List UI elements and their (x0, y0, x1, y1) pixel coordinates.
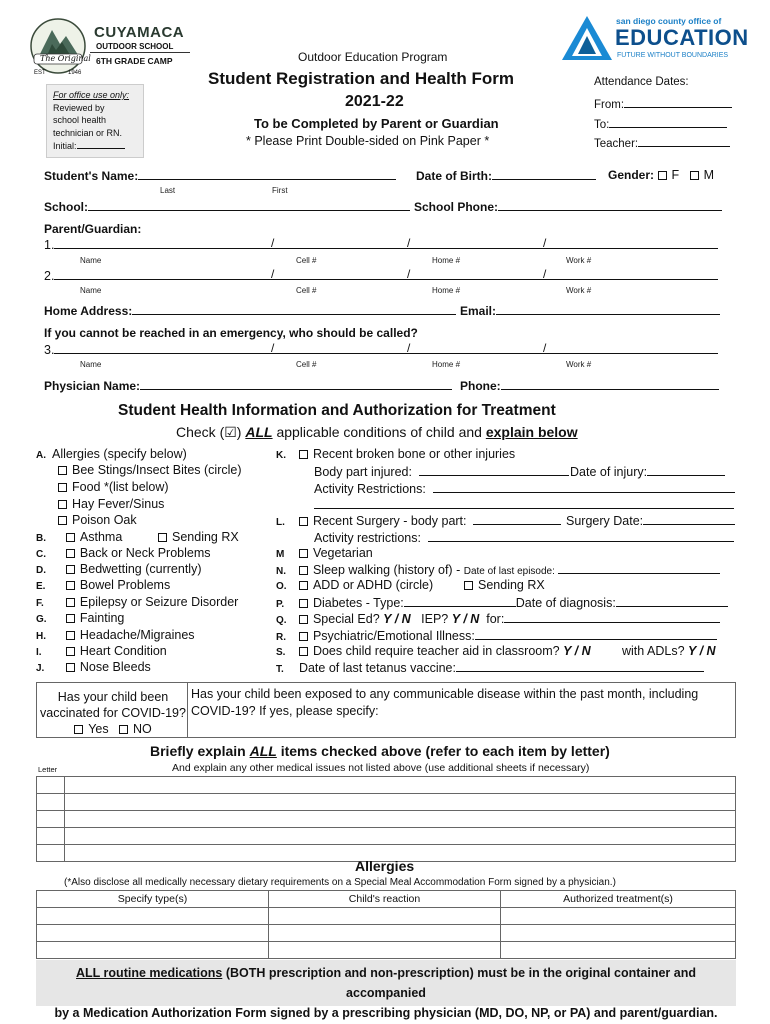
sdcoe-tagline: FUTURE WITHOUT BOUNDARIES (617, 52, 729, 59)
student-name-field[interactable]: Student's Name: (44, 168, 396, 183)
school-field[interactable]: School: (44, 199, 410, 214)
condition-m[interactable]: M Vegetarian (276, 546, 373, 560)
add-rx[interactable]: Sending RX (464, 578, 545, 592)
allergies-table[interactable] (36, 890, 736, 959)
covid-vaccine-question: Has your child been vaccinated for COVID-19? Yes NO (40, 690, 186, 736)
attendance-from[interactable]: From: (594, 96, 732, 111)
cuyamaca-logo (28, 14, 198, 78)
condition-b[interactable]: B. Asthma (36, 530, 123, 544)
table-row (37, 777, 736, 794)
table-row (37, 828, 736, 845)
attendance-to[interactable]: To: (594, 116, 727, 131)
gender-m-checkbox[interactable] (690, 171, 699, 180)
col-cell: Cell # (296, 256, 317, 265)
office-line4: technician or RN. (53, 127, 123, 138)
bee-checkbox[interactable] (58, 466, 67, 475)
contact-line-2[interactable]: 2. (44, 268, 718, 283)
letter-col-label: Letter (38, 765, 58, 774)
table-row (37, 811, 736, 828)
condition-o[interactable]: O. ADD or ADHD (circle) (276, 578, 434, 592)
student-first-label: First (272, 186, 288, 195)
condition-n[interactable]: N. Sleep walking (history of) - Date of last episode: (276, 562, 720, 577)
col-home: Home # (432, 256, 461, 265)
col-name: Name (80, 256, 102, 265)
condition-t[interactable]: T. Date of last tetanus vaccine: (276, 660, 704, 675)
medication-notice: ALL routine medications (BOTH prescription and non-prescription) must be in the original container and accompanied by a Medication Authorization Form signed by a prescribing physician (MD, DO, NP, or PA) and parent/guardian. (36, 960, 736, 1006)
condition-s[interactable]: S. Does child require teacher aid in classroom? Y / N (276, 644, 591, 658)
student-last-label: Last (160, 186, 176, 195)
condition-r[interactable]: R. Psychiatric/Emotional Illness: (276, 628, 717, 643)
table-row (37, 942, 736, 959)
explain-heading: Briefly explain ALL items checked above (refer to each item by letter) (150, 743, 610, 759)
print-note: * Please Print Double-sided on Pink Paper * (246, 134, 490, 148)
table-row (37, 925, 736, 942)
sdcoe-logo (560, 14, 750, 64)
health-instruction: Check (☑) ALL applicable conditions of child and explain below (176, 424, 578, 440)
condition-j[interactable]: J. Nose Bleeds (36, 660, 151, 674)
office-use-box (46, 84, 144, 158)
gender-field: Gender: F M (608, 168, 714, 182)
office-line3: school health (53, 115, 107, 125)
cuyamaca-sub: OUTDOOR SCHOOL (96, 42, 174, 51)
emergency-question: If you cannot be reached in an emergency, who should be called? (44, 326, 418, 340)
condition-poison[interactable]: Poison Oak (58, 513, 137, 527)
triangle-logo-icon (560, 14, 614, 64)
condition-q[interactable]: Q. Special Ed? Y / N IEP? Y / N for: (276, 611, 720, 626)
contact-line-1[interactable]: 1. (44, 237, 718, 252)
condition-c[interactable]: C. Back or Neck Problems (36, 546, 211, 560)
condition-a: A. Allergies (specify below) (36, 447, 187, 461)
form-subtitle: To be Completed by Parent or Guardian (254, 116, 499, 131)
sdcoe-main: EDUCATION (615, 25, 749, 50)
dob-field[interactable]: Date of Birth: (416, 168, 596, 183)
allergies-col-reaction: Child's reaction (269, 891, 501, 908)
form-title: Student Registration and Health Form (208, 69, 515, 88)
explain-sub: And explain any other medical issues not listed above (use additional sheets if necessary) (172, 762, 590, 774)
allergies-col-type: Specify type(s) (37, 891, 269, 908)
mountain-badge-icon (28, 14, 88, 78)
cuyamaca-name: CUYAMACA (94, 24, 185, 41)
table-row (37, 908, 736, 925)
body-part-field[interactable]: Body part injured: (314, 464, 569, 479)
cuyamaca-year: 1946 (68, 70, 82, 76)
condition-hay[interactable]: Hay Fever/Sinus (58, 497, 164, 511)
allergies-col-treatment: Authorized treatment(s) (501, 891, 736, 908)
covid-box (36, 682, 736, 738)
condition-p[interactable]: P. Diabetes - Type: Date of diagnosis: (276, 595, 728, 610)
attendance-heading: Attendance Dates: (594, 76, 689, 88)
home-address-field[interactable]: Home Address: (44, 303, 456, 318)
gender-f-checkbox[interactable] (658, 171, 667, 180)
condition-h[interactable]: H. Headache/Migraines (36, 628, 195, 642)
explain-table[interactable] (36, 776, 736, 862)
health-section-title: Student Health Information and Authorization for Treatment (118, 402, 556, 419)
program-name: Outdoor Education Program (298, 50, 448, 64)
surgery-date-field[interactable]: Surgery Date: (566, 513, 735, 528)
form-year: 2021-22 (345, 93, 404, 110)
condition-d[interactable]: D. Bedwetting (currently) (36, 562, 202, 576)
poison-checkbox[interactable] (58, 516, 67, 525)
sdcoe-top: san diego county office of (616, 16, 722, 26)
covid-exposure-question[interactable]: Has your child been exposed to any communicable disease within the past month, including COVID-19? If yes, please specify: (191, 687, 699, 718)
school-phone-field[interactable]: School Phone: (414, 199, 722, 214)
allergies-title: Allergies (355, 858, 415, 874)
condition-e[interactable]: E. Bowel Problems (36, 578, 171, 592)
asthma-checkbox[interactable] (66, 533, 75, 542)
attendance-teacher[interactable]: Teacher: (594, 135, 730, 150)
parent-guardian-label: Parent/Guardian: (44, 222, 142, 236)
cuyamaca-grade: 6TH GRADE CAMP (96, 56, 173, 66)
condition-f[interactable]: F. Epilepsy or Seizure Disorder (36, 595, 239, 609)
asthma-rx[interactable]: Sending RX (158, 530, 239, 544)
col-work: Work # (566, 256, 592, 265)
condition-k[interactable]: K. Recent broken bone or other injuries (276, 447, 516, 461)
cuyamaca-script: The Original (40, 54, 91, 63)
cuyamaca-est: EST (34, 70, 46, 76)
food-checkbox[interactable] (58, 483, 67, 492)
activity-field[interactable]: Activity Restrictions: (314, 481, 735, 496)
adl-field[interactable]: with ADLs? Y / N (622, 644, 716, 658)
office-initial[interactable]: Initial: (53, 139, 137, 153)
covid-no-checkbox[interactable] (119, 725, 128, 734)
allergies-header-row (37, 891, 736, 908)
table-row (37, 794, 736, 811)
date-injury-field[interactable]: Date of injury: (570, 464, 725, 479)
allergies-note: (*Also disclose all medically necessary dietary requirements on a Special Meal Accommodation Form signed by a physician.) (64, 877, 616, 888)
email-field[interactable]: Email: (460, 303, 720, 318)
physician-phone-field[interactable]: Phone: (460, 378, 719, 393)
office-line1: For office use only: (53, 90, 130, 100)
contact-line-3[interactable]: 3. (44, 342, 718, 357)
asthma-rx-checkbox[interactable] (158, 533, 167, 542)
activity2-field[interactable]: Activity restrictions: (314, 530, 734, 545)
hay-checkbox[interactable] (58, 500, 67, 509)
office-line2: Reviewed by (53, 102, 105, 113)
condition-g[interactable]: G. Fainting (36, 611, 125, 625)
condition-l[interactable]: L. Recent Surgery - body part: (276, 513, 561, 528)
physician-name-field[interactable]: Physician Name: (44, 378, 452, 393)
condition-i[interactable]: I. Heart Condition (36, 644, 167, 658)
condition-bee[interactable]: Bee Stings/Insect Bites (circle) (58, 463, 242, 477)
condition-food[interactable]: Food *(list below) (58, 480, 169, 494)
covid-yes-checkbox[interactable] (74, 725, 83, 734)
